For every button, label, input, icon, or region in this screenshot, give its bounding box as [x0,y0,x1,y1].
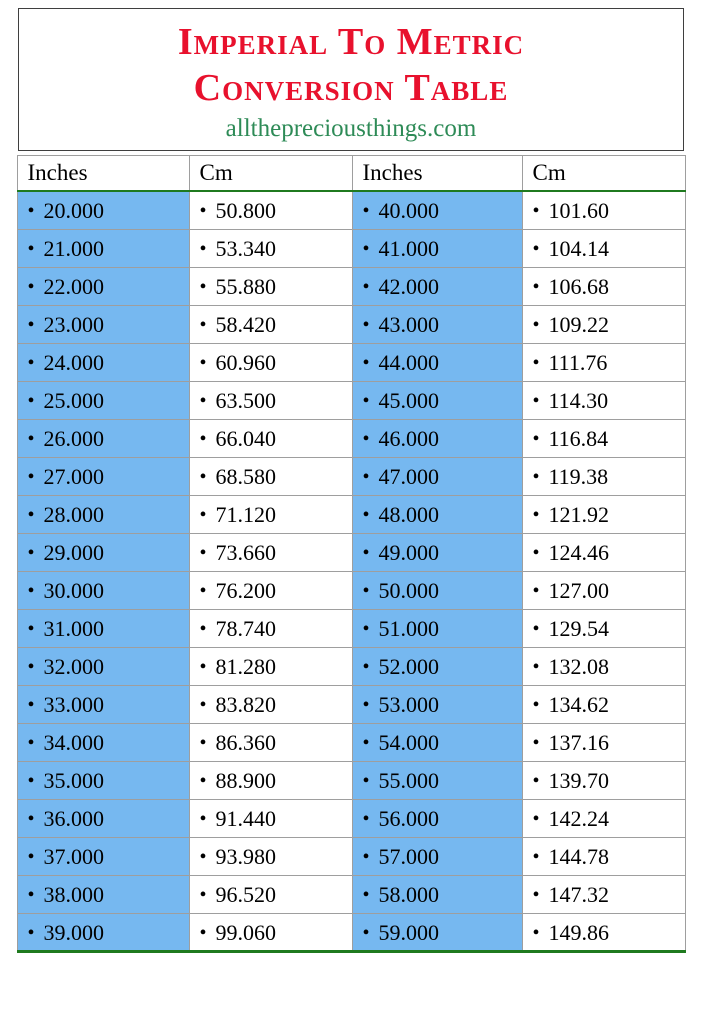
bullet-icon: • [362,276,370,299]
bullet-icon: • [532,390,540,413]
bullet-icon: • [362,580,370,603]
table-cell [522,875,685,913]
table-cell [352,343,522,381]
table-cell [352,571,522,609]
table-cell [189,381,352,419]
cell-value: 83.820 [215,692,276,718]
table-header-row [17,155,685,191]
table-cell [17,305,189,343]
bullet-icon: • [532,808,540,831]
table-row [17,723,685,761]
table-row [17,799,685,837]
bullet-icon: • [362,770,370,793]
cell-value: 60.960 [215,350,276,376]
bullet-icon: • [199,428,207,451]
title-line-2: Conversion Table [193,67,509,110]
cell-value: 51.000 [378,616,439,642]
cell-value: 132.08 [548,654,609,680]
bullet-icon: • [199,390,207,413]
table-row [17,419,685,457]
bullet-icon: • [362,238,370,261]
cell-value: 28.000 [43,502,104,528]
table-cell [352,381,522,419]
bullet-icon: • [199,580,207,603]
cell-value: 93.980 [215,844,276,870]
bullet-icon: • [362,428,370,451]
bullet-icon: • [532,200,540,223]
cell-value: 149.86 [548,919,609,945]
cell-value: 20.000 [43,198,104,224]
bullet-icon: • [532,694,540,717]
cell-value: 56.000 [378,806,439,832]
cell-value: 114.30 [548,388,609,414]
bullet-icon: • [362,466,370,489]
cell-value: 23.000 [43,312,104,338]
cell-value: 144.78 [548,844,609,870]
table-row [17,267,685,305]
cell-value: 99.060 [215,919,276,945]
cell-value: 116.84 [548,426,609,452]
table-cell [189,723,352,761]
bullet-icon: • [27,808,35,831]
table-row [17,913,685,951]
table-header [17,155,685,191]
bullet-icon: • [199,808,207,831]
table-cell [352,191,522,229]
cell-value: 52.000 [378,654,439,680]
cell-value: 137.16 [548,730,609,756]
bullet-icon: • [199,352,207,375]
bullet-icon: • [362,542,370,565]
bullet-icon: • [27,921,35,944]
table-cell [17,495,189,533]
cell-value: 55.000 [378,768,439,794]
bullet-icon: • [362,694,370,717]
bullet-icon: • [199,846,207,869]
bullet-icon: • [199,314,207,337]
cell-value: 48.000 [378,502,439,528]
table-cell [189,457,352,495]
bullet-icon: • [27,504,35,527]
table-cell [17,685,189,723]
cell-value: 37.000 [43,844,104,870]
table-cell [189,571,352,609]
bullet-icon: • [27,466,35,489]
table-cell [522,913,685,951]
table-row [17,229,685,267]
cell-value: 44.000 [378,350,439,376]
table-row [17,191,685,229]
cell-value: 26.000 [43,426,104,452]
table-cell [189,913,352,951]
table-cell [17,191,189,229]
table-cell [522,761,685,799]
table-cell [17,875,189,913]
column-header-inches-2: Inches [352,155,522,191]
column-header-cm-2: Cm [522,155,685,191]
table-cell [522,837,685,875]
table-row [17,761,685,799]
table-cell [189,799,352,837]
table-cell [522,609,685,647]
bullet-icon: • [532,466,540,489]
cell-value: 41.000 [378,236,439,262]
table-cell [522,419,685,457]
table-row [17,305,685,343]
bullet-icon: • [362,884,370,907]
bullet-icon: • [199,200,207,223]
table-cell [522,267,685,305]
cell-value: 73.660 [215,540,276,566]
cell-value: 91.440 [215,806,276,832]
bullet-icon: • [532,884,540,907]
table-cell [522,229,685,267]
bullet-icon: • [199,542,207,565]
table-cell [17,799,189,837]
cell-value: 53.000 [378,692,439,718]
table-body [17,191,685,951]
bullet-icon: • [362,314,370,337]
cell-value: 57.000 [378,844,439,870]
table-cell [17,647,189,685]
table-cell [522,647,685,685]
table-cell [352,723,522,761]
table-cell [352,533,522,571]
site-url: allthepreciousthings.com [225,114,477,142]
bullet-icon: • [199,770,207,793]
cell-value: 25.000 [43,388,104,414]
bullet-icon: • [362,921,370,944]
table-cell [352,457,522,495]
bullet-icon: • [199,656,207,679]
table-row [17,381,685,419]
table-cell [17,913,189,951]
table-row [17,647,685,685]
table-cell [352,761,522,799]
bullet-icon: • [199,276,207,299]
table-cell [352,609,522,647]
bullet-icon: • [532,352,540,375]
bullet-icon: • [199,732,207,755]
bullet-icon: • [27,314,35,337]
bullet-icon: • [27,542,35,565]
table-row [17,837,685,875]
bullet-icon: • [27,276,35,299]
table-cell [522,343,685,381]
table-cell [17,723,189,761]
bullet-icon: • [27,846,35,869]
table-cell [522,305,685,343]
bullet-icon: • [362,846,370,869]
bullet-icon: • [362,618,370,641]
table-cell [522,533,685,571]
column-header-cm-1: Cm [189,155,352,191]
table-cell [189,495,352,533]
cell-value: 109.22 [548,312,609,338]
table-cell [17,229,189,267]
bullet-icon: • [532,580,540,603]
bullet-icon: • [27,884,35,907]
bullet-icon: • [362,732,370,755]
table-cell [352,495,522,533]
cell-value: 134.62 [548,692,609,718]
table-cell [522,685,685,723]
bullet-icon: • [362,200,370,223]
table-row [17,571,685,609]
cell-value: 63.500 [215,388,276,414]
bullet-icon: • [532,276,540,299]
cell-value: 22.000 [43,274,104,300]
cell-value: 55.880 [215,274,276,300]
cell-value: 54.000 [378,730,439,756]
cell-value: 76.200 [215,578,276,604]
title-block [18,8,684,151]
table-cell [17,381,189,419]
cell-value: 88.900 [215,768,276,794]
table-cell [189,229,352,267]
bullet-icon: • [27,428,35,451]
table-cell [189,533,352,571]
conversion-table [17,155,686,953]
bullet-icon: • [532,770,540,793]
bullet-icon: • [27,580,35,603]
table-cell [17,419,189,457]
cell-value: 147.32 [548,882,609,908]
table-row [17,875,685,913]
cell-value: 119.38 [548,464,609,490]
bullet-icon: • [362,656,370,679]
bullet-icon: • [362,808,370,831]
cell-value: 50.800 [215,198,276,224]
table-cell [352,305,522,343]
table-cell [189,191,352,229]
bullet-icon: • [199,921,207,944]
table-cell [522,723,685,761]
table-cell [352,419,522,457]
cell-value: 127.00 [548,578,609,604]
cell-value: 35.000 [43,768,104,794]
bullet-icon: • [532,314,540,337]
bullet-icon: • [532,656,540,679]
title-line-1: Imperial To Metric [177,21,525,63]
cell-value: 31.000 [43,616,104,642]
cell-value: 139.70 [548,768,609,794]
cell-value: 104.14 [548,236,609,262]
cell-value: 50.000 [378,578,439,604]
bullet-icon: • [27,656,35,679]
cell-value: 32.000 [43,654,104,680]
cell-value: 43.000 [378,312,439,338]
table-cell [189,647,352,685]
column-header-inches-1: Inches [17,155,189,191]
table-cell [189,305,352,343]
table-cell [352,837,522,875]
cell-value: 38.000 [43,882,104,908]
table-cell [352,647,522,685]
cell-value: 106.68 [548,274,609,300]
cell-value: 40.000 [378,198,439,224]
bullet-icon: • [199,238,207,261]
table-cell [189,685,352,723]
bullet-icon: • [362,352,370,375]
table-cell [17,267,189,305]
table-cell [522,799,685,837]
table-cell [17,761,189,799]
cell-value: 68.580 [215,464,276,490]
cell-value: 29.000 [43,540,104,566]
cell-value: 111.76 [548,350,608,376]
cell-value: 46.000 [378,426,439,452]
table-row [17,609,685,647]
bullet-icon: • [27,200,35,223]
cell-value: 81.280 [215,654,276,680]
bullet-icon: • [532,428,540,451]
cell-value: 53.340 [215,236,276,262]
table-cell [522,571,685,609]
bullet-icon: • [532,618,540,641]
cell-value: 142.24 [548,806,609,832]
bullet-icon: • [199,618,207,641]
cell-value: 45.000 [378,388,439,414]
table-row [17,457,685,495]
bullet-icon: • [27,390,35,413]
table-cell [189,609,352,647]
cell-value: 33.000 [43,692,104,718]
table-cell [17,609,189,647]
table-cell [352,913,522,951]
cell-value: 66.040 [215,426,276,452]
table-cell [17,571,189,609]
cell-value: 34.000 [43,730,104,756]
table-row [17,685,685,723]
bullet-icon: • [199,466,207,489]
cell-value: 27.000 [43,464,104,490]
cell-value: 96.520 [215,882,276,908]
cell-value: 101.60 [548,198,609,224]
bullet-icon: • [362,390,370,413]
cell-value: 30.000 [43,578,104,604]
cell-value: 86.360 [215,730,276,756]
bullet-icon: • [199,504,207,527]
cell-value: 21.000 [43,236,104,262]
bullet-icon: • [27,732,35,755]
table-cell [17,343,189,381]
bullet-icon: • [532,542,540,565]
cell-value: 49.000 [378,540,439,566]
table-cell [522,381,685,419]
table-cell [189,761,352,799]
table-cell [17,533,189,571]
table-cell [352,875,522,913]
cell-value: 39.000 [43,919,104,945]
bullet-icon: • [27,618,35,641]
table-cell [522,191,685,229]
bullet-icon: • [532,732,540,755]
cell-value: 58.000 [378,882,439,908]
bullet-icon: • [199,694,207,717]
cell-value: 78.740 [215,616,276,642]
table-cell [352,685,522,723]
bullet-icon: • [27,352,35,375]
table-cell [352,229,522,267]
bullet-icon: • [27,770,35,793]
table-row [17,343,685,381]
table-cell [189,267,352,305]
bullet-icon: • [362,504,370,527]
cell-value: 24.000 [43,350,104,376]
table-cell [189,343,352,381]
table-cell [352,267,522,305]
cell-value: 59.000 [378,919,439,945]
table-cell [17,837,189,875]
table-cell [522,495,685,533]
cell-value: 129.54 [548,616,609,642]
table-row [17,533,685,571]
bullet-icon: • [199,884,207,907]
table-cell [189,419,352,457]
table-cell [352,799,522,837]
table-cell [17,457,189,495]
bullet-icon: • [532,238,540,261]
cell-value: 58.420 [215,312,276,338]
bullet-icon: • [27,694,35,717]
cell-value: 47.000 [378,464,439,490]
cell-value: 71.120 [215,502,276,528]
bullet-icon: • [532,504,540,527]
cell-value: 121.92 [548,502,609,528]
bullet-icon: • [532,846,540,869]
cell-value: 36.000 [43,806,104,832]
table-cell [189,837,352,875]
table-row [17,495,685,533]
bullet-icon: • [532,921,540,944]
table-cell [522,457,685,495]
cell-value: 124.46 [548,540,609,566]
cell-value: 42.000 [378,274,439,300]
table-cell [189,875,352,913]
bullet-icon: • [27,238,35,261]
